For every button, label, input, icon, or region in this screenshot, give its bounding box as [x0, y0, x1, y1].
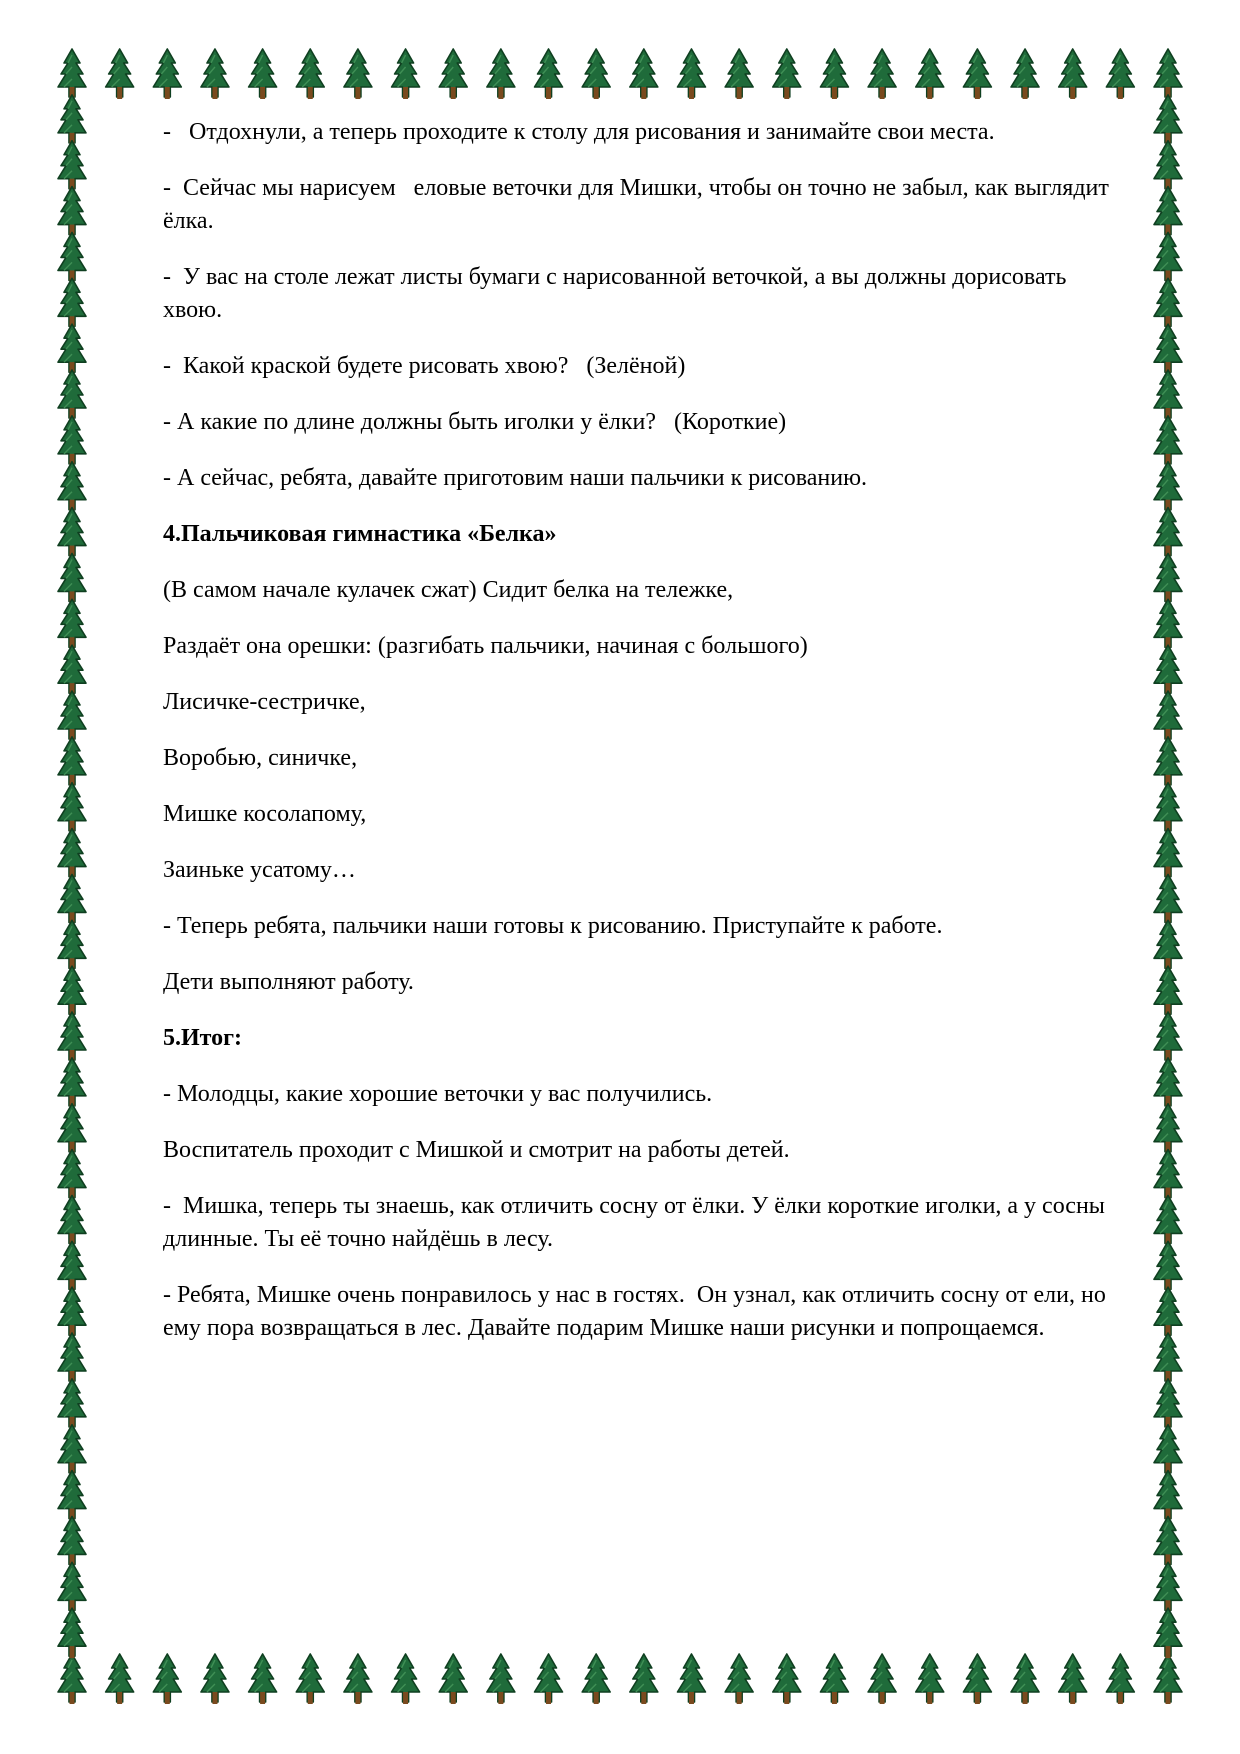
fir-tree-icon	[487, 1654, 515, 1704]
fir-tree-icon	[1154, 966, 1182, 1016]
paragraph-draw-branches: - Сейчас мы нарисуем еловые веточки для Мишки, чтобы он точно не забыл, как выглядит ёлка.	[163, 175, 1115, 234]
fir-tree-icon	[1059, 49, 1087, 99]
section-heading-finger-gymnastics: 4.Пальчиковая гимнастика «Белка»	[163, 521, 557, 547]
fir-tree-icon	[1154, 1425, 1182, 1475]
fir-tree-icon	[487, 49, 515, 99]
fir-tree-icon	[535, 49, 563, 99]
fir-tree-icon	[106, 49, 134, 99]
fir-tree-icon	[773, 49, 801, 99]
fir-tree-icon	[1154, 508, 1182, 558]
rhyme-line-4: Воробью, синичке,	[163, 745, 358, 771]
fir-tree-icon	[1154, 1333, 1182, 1383]
fir-tree-icon	[296, 1654, 324, 1704]
fir-tree-icon	[58, 1150, 86, 1200]
fir-tree-icon	[820, 1654, 848, 1704]
fir-tree-icon	[1154, 232, 1182, 282]
paragraph-start-work: - Теперь ребята, пальчики наши готовы к рисованию. Приступайте к работе.	[163, 913, 943, 939]
fir-tree-icon	[153, 1654, 181, 1704]
fir-tree-icon	[58, 232, 86, 282]
fir-tree-icon	[1154, 1562, 1182, 1612]
fir-tree-icon	[1154, 1104, 1182, 1154]
fir-tree-icon	[439, 49, 467, 99]
paragraph-prepare-fingers: - А сейчас, ребята, давайте приготовим наши пальчики к рисованию.	[163, 465, 868, 491]
fir-tree-icon	[201, 49, 229, 99]
rhyme-line-6: Заиньке усатому…	[163, 857, 356, 883]
fir-tree-icon	[58, 1241, 86, 1291]
fir-tree-icon	[1154, 278, 1182, 328]
fir-tree-icon	[58, 95, 86, 145]
fir-tree-icon	[58, 1654, 86, 1704]
paragraph-children-work: Дети выполняют работу.	[163, 969, 414, 995]
paragraph-teacher-walks: Воспитатель проходит с Мишкой и смотрит на работы детей.	[163, 1137, 790, 1163]
fir-tree-icon	[916, 1654, 944, 1704]
fir-tree-icon	[868, 49, 896, 99]
paragraph-paint-question: - Какой краской будете рисовать хвою? (Зелёной)	[163, 353, 686, 379]
fir-tree-icon	[58, 1471, 86, 1521]
fir-tree-icon	[58, 370, 86, 420]
rhyme-line-3: Лисичке-сестричке,	[163, 689, 366, 715]
fir-tree-icon	[58, 553, 86, 603]
rhyme-line-2: Раздаёт она орешки: (разгибать пальчики, начиная с большого)	[163, 633, 808, 659]
fir-tree-icon	[58, 49, 86, 99]
fir-tree-icon	[1154, 49, 1182, 99]
paragraph-paper-on-table: - У вас на столе лежат листы бумаги с нарисованной веточкой, а вы должны дорисовать хвою.	[163, 264, 1073, 323]
fir-tree-icon	[392, 49, 420, 99]
fir-tree-icon	[916, 49, 944, 99]
fir-tree-icon	[58, 1195, 86, 1245]
fir-tree-icon	[1154, 462, 1182, 512]
fir-tree-icon	[1154, 1150, 1182, 1200]
fir-tree-icon	[439, 1654, 467, 1704]
fir-tree-icon	[1154, 599, 1182, 649]
fir-tree-icon	[296, 49, 324, 99]
paragraph-farewell: - Ребята, Мишке очень понравилось у нас в гостях. Он узнал, как отличить сосну от ели, но ему пора возвращаться в лес. Давайте подарим Мишке наши рисунки и попрощаемся.	[163, 1282, 1112, 1341]
fir-tree-icon	[582, 1654, 610, 1704]
fir-tree-icon	[58, 1287, 86, 1337]
fir-tree-icon	[153, 49, 181, 99]
fir-tree-icon	[58, 829, 86, 879]
fir-tree-icon	[344, 49, 372, 99]
fir-tree-icon	[1154, 1012, 1182, 1062]
fir-tree-icon	[1154, 691, 1182, 741]
fir-tree-icon	[58, 416, 86, 466]
paragraph-pine-vs-fir: - Мишка, теперь ты знаешь, как отличить сосну от ёлки. У ёлки короткие иголки, а у сосны длинные. Ты её точно найдёшь в лесу.	[163, 1193, 1111, 1252]
fir-tree-icon	[1154, 370, 1182, 420]
paragraph-praise: - Молодцы, какие хорошие веточки у вас получились.	[163, 1081, 713, 1107]
fir-tree-icon	[1154, 783, 1182, 833]
fir-tree-icon	[58, 1516, 86, 1566]
fir-tree-icon	[1154, 324, 1182, 374]
fir-tree-icon	[725, 1654, 753, 1704]
section-heading-summary: 5.Итог:	[163, 1025, 243, 1051]
fir-tree-icon	[58, 462, 86, 512]
fir-tree-icon	[58, 278, 86, 328]
document-body	[163, 116, 1123, 1368]
fir-tree-icon	[58, 1379, 86, 1429]
fir-tree-icon	[1154, 829, 1182, 879]
paragraph-needle-length-question: - А какие по длине должны быть иголки у ёлки? (Короткие)	[163, 409, 787, 435]
fir-tree-icon	[1154, 95, 1182, 145]
fir-tree-icon	[1154, 1287, 1182, 1337]
fir-tree-icon	[58, 874, 86, 924]
fir-tree-icon	[1154, 416, 1182, 466]
fir-tree-icon	[58, 1425, 86, 1475]
fir-tree-icon	[344, 1654, 372, 1704]
fir-tree-icon	[58, 737, 86, 787]
fir-tree-icon	[1154, 920, 1182, 970]
fir-tree-icon	[1154, 1241, 1182, 1291]
fir-tree-icon	[582, 49, 610, 99]
fir-tree-icon	[58, 920, 86, 970]
fir-tree-icon	[58, 187, 86, 237]
paragraph-rest-instruction: - Отдохнули, а теперь проходите к столу для рисования и занимайте свои места.	[163, 119, 995, 145]
fir-tree-icon	[58, 966, 86, 1016]
fir-tree-icon	[58, 1333, 86, 1383]
fir-tree-icon	[1154, 1608, 1182, 1658]
fir-tree-icon	[1154, 1195, 1182, 1245]
fir-tree-icon	[1154, 1471, 1182, 1521]
fir-tree-icon	[58, 1608, 86, 1658]
fir-tree-icon	[58, 783, 86, 833]
fir-tree-icon	[58, 141, 86, 191]
fir-tree-icon	[1154, 1058, 1182, 1108]
fir-tree-icon	[249, 1654, 277, 1704]
fir-tree-icon	[535, 1654, 563, 1704]
fir-tree-icon	[201, 1654, 229, 1704]
fir-tree-icon	[58, 1058, 86, 1108]
fir-tree-icon	[1154, 553, 1182, 603]
fir-tree-icon	[1059, 1654, 1087, 1704]
fir-tree-icon	[963, 49, 991, 99]
fir-tree-icon	[963, 1654, 991, 1704]
fir-tree-icon	[1154, 1516, 1182, 1566]
fir-tree-icon	[868, 1654, 896, 1704]
fir-tree-icon	[1154, 141, 1182, 191]
fir-tree-icon	[58, 1012, 86, 1062]
fir-tree-icon	[630, 1654, 658, 1704]
rhyme-line-1: (В самом начале кулачек сжат) Сидит белка на тележке,	[163, 577, 734, 603]
fir-tree-icon	[1154, 645, 1182, 695]
fir-tree-icon	[1106, 1654, 1134, 1704]
fir-tree-icon	[249, 49, 277, 99]
fir-tree-icon	[106, 1654, 134, 1704]
fir-tree-icon	[58, 691, 86, 741]
fir-tree-icon	[1011, 49, 1039, 99]
fir-tree-icon	[630, 49, 658, 99]
fir-tree-icon	[58, 324, 86, 374]
fir-tree-icon	[58, 508, 86, 558]
rhyme-line-5: Мишке косолапому,	[163, 801, 367, 827]
fir-tree-icon	[677, 49, 705, 99]
fir-tree-icon	[1154, 1379, 1182, 1429]
fir-tree-icon	[677, 1654, 705, 1704]
fir-tree-icon	[820, 49, 848, 99]
fir-tree-icon	[1011, 1654, 1039, 1704]
fir-tree-icon	[392, 1654, 420, 1704]
fir-tree-icon	[1154, 1654, 1182, 1704]
fir-tree-icon	[58, 1562, 86, 1612]
fir-tree-icon	[1154, 874, 1182, 924]
fir-tree-icon	[1106, 49, 1134, 99]
fir-tree-icon	[58, 1104, 86, 1154]
fir-tree-icon	[1154, 737, 1182, 787]
fir-tree-icon	[58, 645, 86, 695]
fir-tree-icon	[725, 49, 753, 99]
fir-tree-icon	[773, 1654, 801, 1704]
fir-tree-icon	[1154, 187, 1182, 237]
fir-tree-icon	[58, 599, 86, 649]
